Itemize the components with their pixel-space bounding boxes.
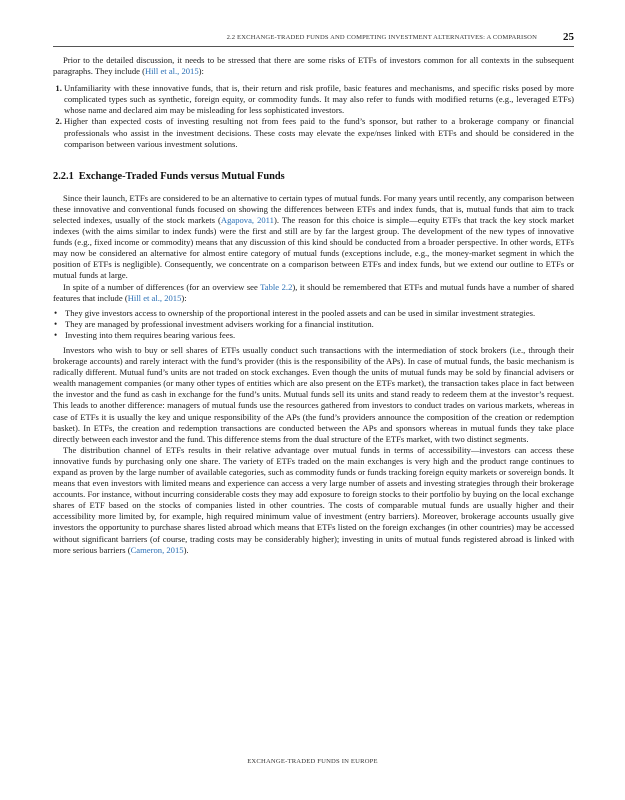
section-heading — [53, 170, 574, 183]
list-item: • Investing into them requires bearing various fees. — [65, 330, 574, 341]
paragraph — [53, 282, 574, 304]
section-number: 2.2.1 — [53, 170, 74, 182]
citation-link[interactable]: Cameron, 2015 — [130, 544, 184, 555]
running-header — [0, 33, 625, 47]
intro-paragraph — [53, 55, 574, 77]
list-item: 1. Unfamiliarity with these innovative funds, that is, their return and risk profile, basic features and mechanisms, and specific risks posed by more complicated types such as synthetic, foreign equity, or commodity funds. It may also refer to funds with modified returns (e.g., leveraged ETFs) whose name and declared aim may be misleading for less sophisticated investors. — [64, 83, 574, 116]
intro-text: Prior to the detailed discussion, it needs to be stressed that there are some risks of ETFs of investors common for all contexts in the subsequent paragraphs. They include ( — [53, 55, 574, 77]
body-text — [53, 55, 574, 556]
paragraph — [53, 193, 574, 282]
section-title: Exchange-Traded Funds versus Mutual Funds — [78, 170, 285, 182]
list-item: • They are managed by professional investment advisers working for a financial institution. — [65, 319, 574, 330]
citation-link[interactable]: Hill et al., 2015 — [144, 66, 199, 77]
running-footer: EXCHANGE-TRADED FUNDS IN EUROPE — [247, 758, 378, 765]
citation-link[interactable]: Agapova, 2011 — [220, 214, 274, 225]
paragraph-text: Since their launch, ETFs are considered to be an alternative to certain types of mutual funds. For many years until recently, any comparison between these innovative and conventional funds focused on showing the differences between ETFs and index funds, that is, mutual funds that aim to track selected indexes, usually of the stock markets ( — [53, 192, 574, 225]
paragraph-text: ): — [181, 292, 187, 303]
header-rule — [53, 46, 574, 47]
paragraph — [53, 445, 574, 556]
intro-text-end: ): — [198, 66, 204, 77]
paragraph-text: ), it should be remembered that ETFs and mutual funds have a number of shared features that include ( — [53, 281, 574, 303]
paragraph-text: ). The reason for this choice is simple—equity ETFs that track the key stock market indexes (with the aims similar to index funds) were the first and still are by far the largest group. The development of the new types of innovative funds (e.g., fixed income or commodity) means that any discussion of this kind should be conducted from a broader perspective. In other words, ETFs may now be considered an alternative for almost entire category of mutual funds (exceptions include, e.g., the money-market segment in which the position of ETFs is negligible). Consequently, we concentrate on a comparison between ETFs and index funds, but we extend our outline to ETFs or mutual funds at large. — [53, 214, 574, 281]
running-title: 2.2 EXCHANGE-TRADED FUNDS AND COMPETING INVESTMENT ALTERNATIVES: A COMPARISON — [226, 34, 537, 41]
paragraph-text: In spite of a number of differences (for an overview see — [63, 281, 261, 292]
paragraph-text: The distribution channel of ETFs results in their relative advantage over mutual funds in terms of accessibility—investors can access these innovative funds by purchasing only one share. The variety of ETFs traded on the main exchanges is very high and the product range continues to expand as proven by the large number of available categories, such as commodity funds or funds tracking foreign equity markets or sovereign bonds. It means that even investors with limited means and experience can access a very large number of assets and investing strategies through their brokerage accounts. For instance, without incurring considerable costs they may add exposure to foreign stocks to their portfolio by buying on the local exchange shares of ETF based on the stocks of companies listed in other countries. The costs of comparable mutual funds are usually higher and their accessibility more limited by, for example, high required minimum value of investment (entry barriers). Moreover, brokerage accounts usually give investors the opportunity to purchase shares listed abroad which means that ETFs listed on the foreign exchanges (in other countries) may be accessed without significant barriers (of course, trading costs may be considerably higher); investing in units of mutual funds registered abroad is linked with more serious barriers ( — [53, 444, 574, 555]
table-reference-link[interactable]: Table 2.2 — [260, 281, 293, 292]
paragraph-text: ). — [183, 544, 189, 555]
list-item: 2. Higher than expected costs of investing resulting not from fees paid to the fund’s sponsor, but rather to a brokerage company or financial professionals who assist in the investment decisions. These costs may elevate the expe/nses linked with ETFs and should be considered in the comparison between various investment solutions. — [64, 116, 574, 149]
page-number: 25 — [563, 31, 574, 43]
list-item: • They give investors access to ownership of the proportional interest in the pooled assets and can be used in similar investment strategies. — [65, 308, 574, 319]
paragraph: Investors who wish to buy or sell shares of ETFs usually conduct such transactions with the intermediation of stock brokers (i.e., through their brokerage accounts) and rarely interact with the fund’s provider (this is the responsibility of the APs). In case of mutual funds, the basic mechanism is radically different. Mutual fund’s units are not traded on stock exchanges. Even though the units of mutual funds may be sold by financial advisers or wealth management companies (or many other types of entities which are also present on the ETFs market), the transaction takes place in fact between the investor and the fund as cash in exchange for the fund’s units. Mutual funds sell its units and stand ready to redeem them at the investor’s request. This leads to another difference: managers of mutual funds use the resources gathered from investors to conduct trades on various markets, whereas in case of ETFs it is usually the key and unique responsibility of the APs (the fund’s providers announce the composition of the creation or redemption basket). In ETFs, the creation and redemption transactions are conducted between the APs and sponsors whereas in mutual funds they take place directly between each investor and the fund. This difference stems from the dual structure of the ETFs market, with two distinct segments. — [53, 344, 574, 444]
citation-link[interactable]: Hill et al., 2015 — [127, 292, 182, 303]
shared-features-list — [53, 308, 574, 341]
risk-list — [53, 83, 574, 150]
